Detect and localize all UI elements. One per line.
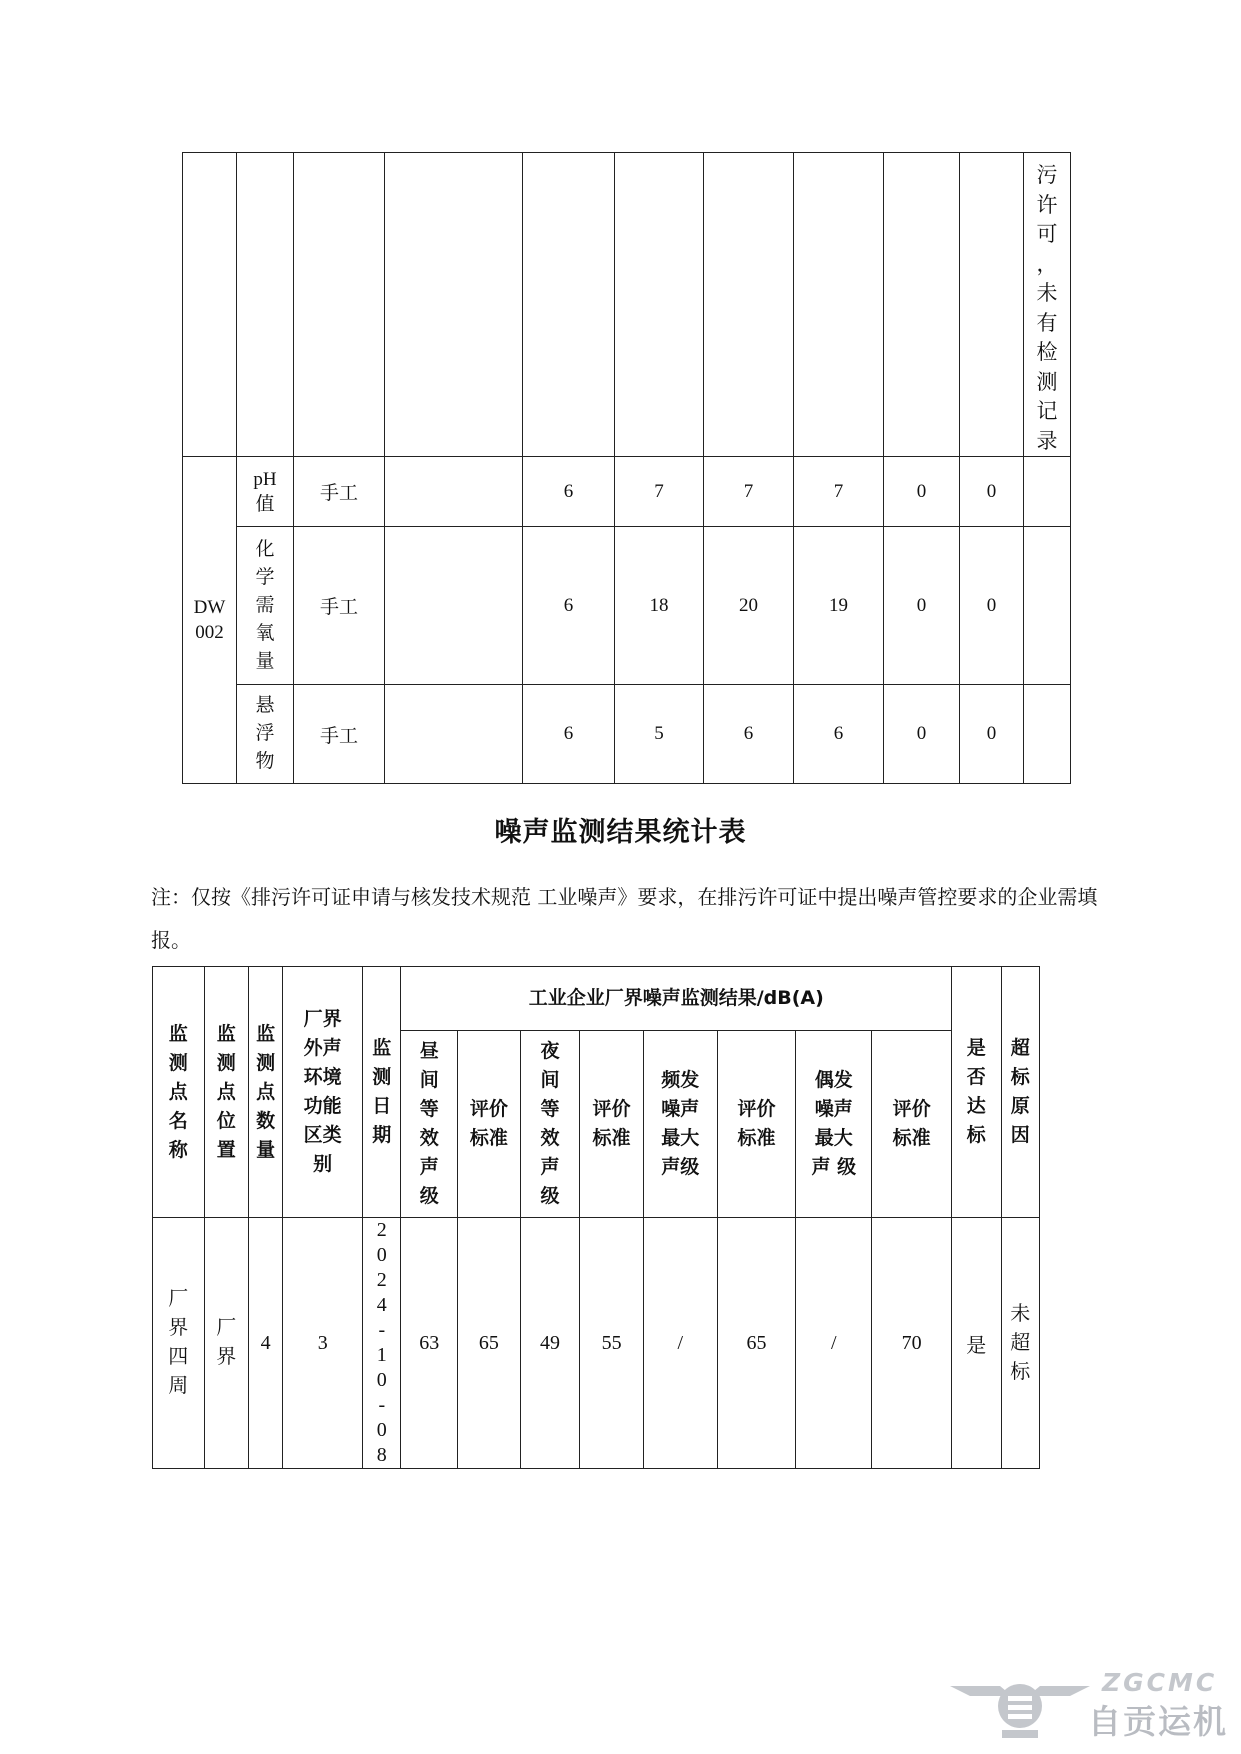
value-cell: 18 [615, 527, 704, 685]
table-row [183, 457, 1071, 527]
header-standard: 评价标准 [458, 1031, 521, 1218]
header-zone-type: 厂界外声环境功能区类别 [283, 967, 363, 1218]
header-day-level: 昼间等效声级 [401, 1031, 458, 1218]
cell-frequent-max: / [643, 1218, 717, 1469]
value-cell: 7 [615, 457, 704, 527]
remark-char: 测 [1036, 369, 1058, 394]
cell-standard: 55 [580, 1218, 644, 1469]
pollutant-cell: pH值 [237, 457, 294, 527]
table-row [183, 153, 1071, 457]
value-cell: 0 [960, 527, 1024, 685]
header-frequent-max: 频发噪声最大声级 [643, 1031, 717, 1218]
header-occasional-max: 偶发噪声最大声 级 [796, 1031, 872, 1218]
header-point-count: 监测点数量 [248, 967, 282, 1218]
value-cell: 0 [960, 457, 1024, 527]
cell-standard: 65 [717, 1218, 796, 1469]
noise-table-title: 噪声监测结果统计表 [494, 817, 747, 848]
logo-emblem-icon [950, 1666, 1090, 1746]
cell-point-location: 厂界 [204, 1218, 248, 1469]
value-cell: 0 [960, 685, 1024, 784]
remark-cell [1024, 153, 1071, 457]
header-group: 工业企业厂界噪声监测结果/dB(A) [401, 967, 952, 1031]
value-cell: 0 [884, 685, 960, 784]
header-date: 监测日期 [363, 967, 401, 1218]
value-cell: 6 [794, 685, 884, 784]
table-row [183, 685, 1071, 784]
value-cell: 7 [794, 457, 884, 527]
header-point-name: 监测点名称 [153, 967, 205, 1218]
table-row [153, 1218, 1040, 1469]
value-cell: 6 [523, 685, 615, 784]
remark-char: ， [1036, 251, 1058, 276]
value-cell: 7 [704, 457, 794, 527]
cell-day-level: 63 [401, 1218, 458, 1469]
watermark-logo [950, 1666, 1230, 1746]
cell-reason: 未超标 [1001, 1218, 1039, 1469]
table-row [183, 527, 1071, 685]
header-night-level: 夜间等效声级 [520, 1031, 580, 1218]
method-cell: 手工 [294, 527, 385, 685]
value-cell: 6 [704, 685, 794, 784]
value-cell: 20 [704, 527, 794, 685]
wastewater-monitoring-table [182, 152, 1071, 784]
cell-compliant: 是 [952, 1218, 1001, 1469]
remark-char: 录 [1036, 428, 1058, 453]
header-standard: 评价标准 [872, 1031, 952, 1218]
value-cell: 0 [884, 527, 960, 685]
method-cell: 手工 [294, 457, 385, 527]
value-cell: 5 [615, 685, 704, 784]
logo-brand-en: ZGCMC [1102, 1668, 1218, 1697]
cell-date: 2024-10-08 [363, 1218, 401, 1469]
header-row [153, 967, 1040, 1031]
header-standard: 评价标准 [717, 1031, 796, 1218]
cell-standard: 70 [872, 1218, 952, 1469]
pollutant-cell: 悬浮物 [237, 685, 294, 784]
remark-char: 许 [1036, 192, 1058, 217]
method-cell: 手工 [294, 685, 385, 784]
value-cell: 6 [523, 457, 615, 527]
header-compliant: 是否达标 [952, 967, 1001, 1218]
logo-brand-cn: 自贡运机 [1088, 1702, 1228, 1741]
remark-char: 污 [1036, 163, 1058, 187]
value-cell: 0 [884, 457, 960, 527]
cell-zone-type: 3 [283, 1218, 363, 1469]
cell-point-name: 厂界四周 [153, 1218, 205, 1469]
header-reason: 超标原因 [1001, 967, 1039, 1218]
header-point-location: 监测点位置 [204, 967, 248, 1218]
outlet-id-cell: DW002 [183, 457, 237, 784]
pollutant-cell: 化学需氧量 [237, 527, 294, 685]
remark-char: 记 [1036, 399, 1058, 423]
remark-char: 未 [1036, 281, 1058, 305]
remark-char: 有 [1036, 310, 1058, 335]
noise-table-note: 注：仅按《排污许可证申请与核发技术规范 工业噪声》要求，在排污许可证中提出噪声管控要求的企业需填报。 [151, 885, 1098, 952]
cell-occasional-max: / [796, 1218, 872, 1469]
remark-char: 检 [1036, 340, 1058, 364]
noise-results-table [152, 966, 1040, 1469]
remark-char: 可 [1036, 222, 1058, 246]
cell-standard: 65 [458, 1218, 521, 1469]
cell-night-level: 49 [520, 1218, 580, 1469]
header-standard: 评价标准 [580, 1031, 644, 1218]
value-cell: 19 [794, 527, 884, 685]
value-cell: 6 [523, 527, 615, 685]
cell-point-count: 4 [248, 1218, 282, 1469]
